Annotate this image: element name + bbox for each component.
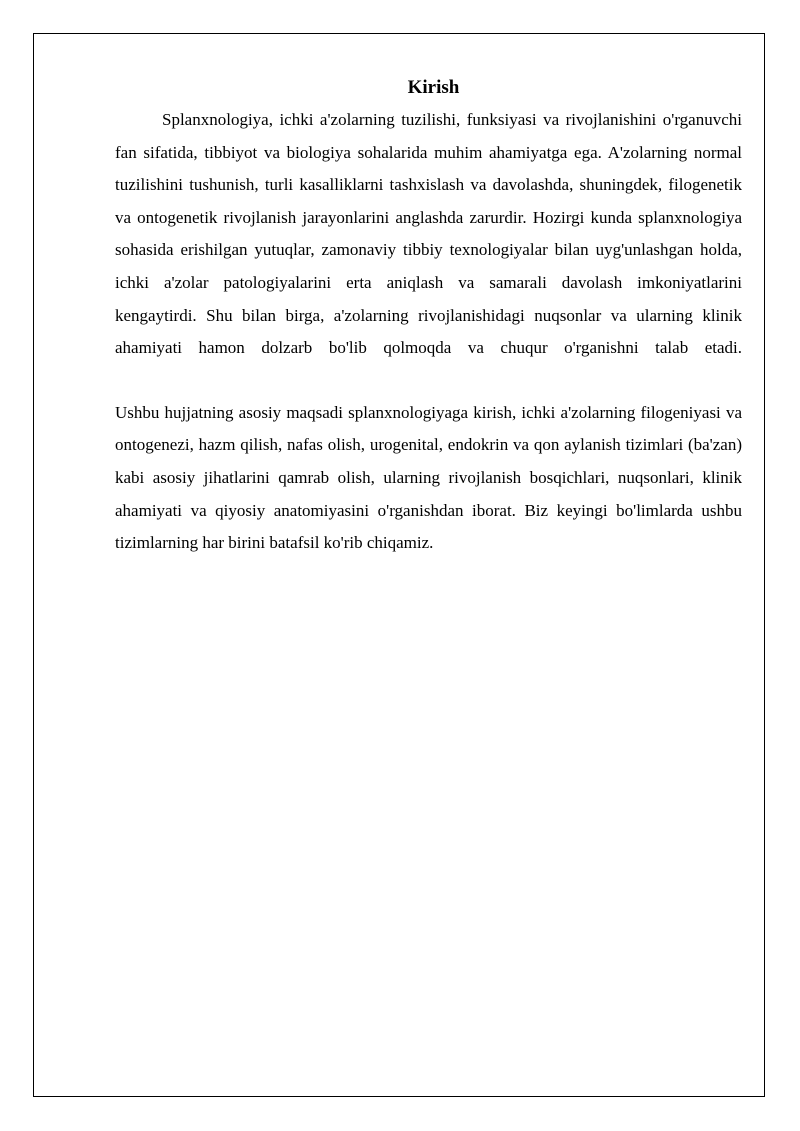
intro-paragraph: Splanxnologiya, ichki a'zolarning tuzilishi, funksiyasi va rivojlanishini o'rganuvchi fan sifatida, tibbiyot va biologiya sohalarida muhim ahamiyatga ega. A'zolarning normal tuzilishini tushunish, turli kasalliklarni tashxislash va davolashda, shuningdek, filogenetik va ontogenetik rivojlanish jarayonlarini anglashda zarurdir. Hozirgi kunda splanxnologiya sohasida erishilgan yutuqlar, zamonaviy tibbiy texnologiyalar bilan uyg'unlashgan holda, ichki a'zolar patologiyalarini erta aniqlash va samarali davolash imkoniyatlarini kengaytirdi. Shu bilan birga, a'zolarning rivojlanishidagi nuqsonlar va ularning klinik ahamiyati hamon dolzarb bo'lib qolmoqda va chuqur o'rganishni talab etadi.: [115, 110, 742, 358]
document-body: [115, 74, 742, 560]
page-title: Kirish: [407, 77, 460, 98]
purpose-paragraph: Ushbu hujjatning asosiy maqsadi splanxnologiyaga kirish, ichki a'zolarning filogeniyasi va ontogenezi, hazm qilish, nafas olish, urogenital, endokrin va qon aylanish tizimlari (ba'zan) kabi asosiy jihatlarini qamrab olish, ularning rivojlanish bosqichlari, nuqsonlari, klinik ahamiyati va qiyosiy anatomiyasini o'rganishdan iborat. Biz keyingi bo'limlarda ushbu tizimlarning har birini batafsil ko'rib chiqamiz.: [115, 402, 742, 553]
